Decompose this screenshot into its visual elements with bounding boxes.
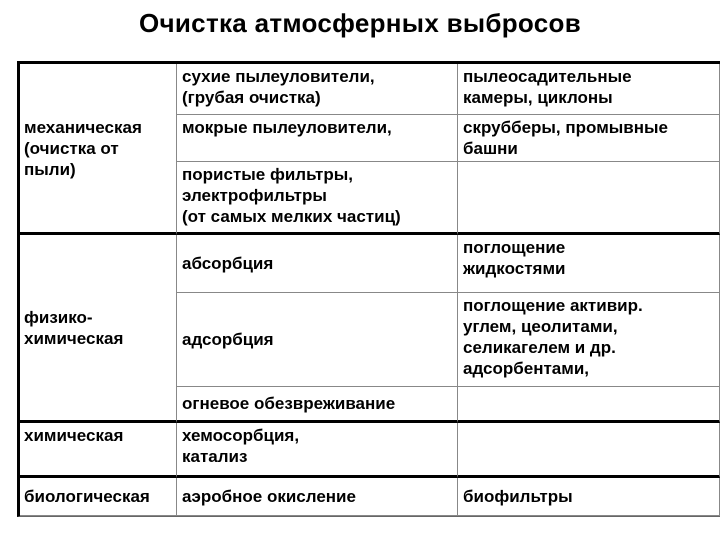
- equipment-cell: биофильтры: [458, 478, 720, 516]
- equipment-cell: скрубберы, промывные башни: [458, 115, 720, 162]
- page-title: Очистка атмосферных выбросов: [138, 8, 581, 38]
- category-mechanical: механическая (очистка от пыли): [20, 64, 177, 235]
- equipment-cell: поглощение активир. углем, цеолитами, селикагелем и др. адсорбентами,: [458, 293, 720, 387]
- category-biological: биологическая: [20, 478, 177, 516]
- method-cell: хемосорбция, катализ: [177, 423, 458, 478]
- method-cell: адсорбция: [177, 293, 458, 387]
- purification-table: [17, 61, 720, 517]
- method-cell: аэробное окисление: [177, 478, 458, 516]
- method-cell: огневое обезвреживание: [177, 387, 458, 423]
- equipment-cell: поглощение жидкостями: [458, 235, 720, 293]
- equipment-cell: пылеосадительные камеры, циклоны: [458, 64, 720, 115]
- method-cell: абсорбция: [177, 235, 458, 293]
- method-cell: пористые фильтры, электрофильтры (от самых мелких частиц): [177, 162, 458, 235]
- equipment-cell: [458, 387, 720, 423]
- method-cell: сухие пылеуловители, (грубая очистка): [177, 64, 458, 115]
- equipment-cell: [458, 162, 720, 235]
- equipment-cell: [458, 423, 720, 478]
- table-row: [20, 235, 720, 293]
- category-chemical: химическая: [20, 423, 177, 478]
- category-physchem: физико- химическая: [20, 235, 177, 423]
- table-row: [20, 64, 720, 115]
- method-cell: мокрые пылеуловители,: [177, 115, 458, 162]
- table-row: [20, 478, 720, 516]
- table-row: [20, 423, 720, 478]
